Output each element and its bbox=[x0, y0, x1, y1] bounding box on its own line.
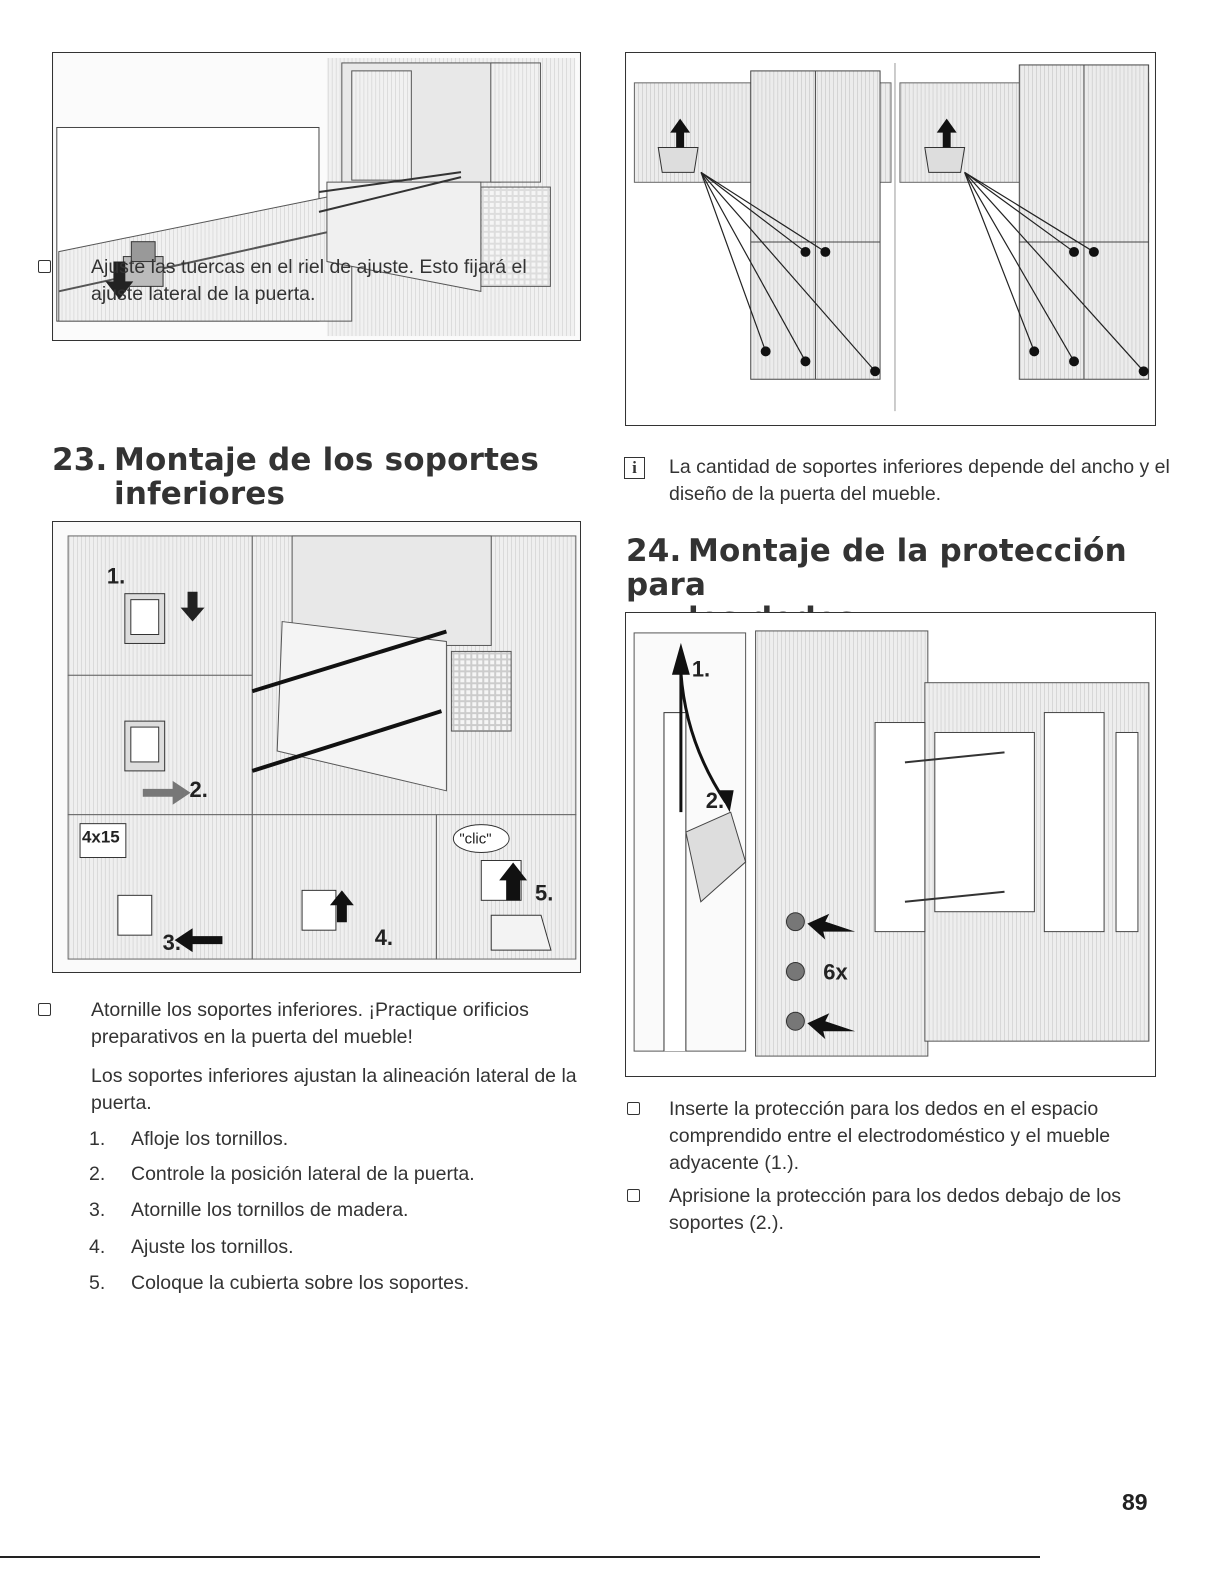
page-number: 89 bbox=[1122, 1489, 1148, 1515]
step-1-label: 1. bbox=[691, 656, 711, 682]
step-item: 1. Afloje los tornillos. bbox=[89, 1128, 289, 1150]
checkbox-icon bbox=[627, 1102, 640, 1115]
figure-bracket-placement bbox=[625, 52, 1156, 426]
bullet-insert-guard: Inserte la protección para los dedos en el espacio comprendido entre el electrodoméstico y el mueble adyacente (1.). bbox=[627, 1096, 1187, 1177]
count-label: 6x bbox=[823, 959, 848, 985]
bullet-clamp-guard: Aprisione la protección para los dedos debajo de los soportes (2.). bbox=[627, 1183, 1187, 1237]
step-2-label: 2. bbox=[705, 788, 725, 814]
checkbox-icon bbox=[627, 1189, 640, 1202]
screw-count-label: 4x15 bbox=[82, 827, 120, 847]
step-item: 5. Coloque la cubierta sobre los soportes. bbox=[89, 1272, 470, 1294]
step-item: 4. Ajuste los tornillos. bbox=[89, 1236, 294, 1258]
section-23-heading bbox=[52, 443, 592, 511]
paragraph-alignment: Los soportes inferiores ajustan la alineación lateral de la puerta. bbox=[91, 1065, 577, 1114]
section-title-line1: Montaje de la protección para bbox=[626, 533, 1127, 603]
step-1-label: 1. bbox=[106, 563, 126, 589]
step-2-label: 2. bbox=[189, 776, 208, 802]
info-note: i La cantidad de soportes inferiores depende del ancho y el diseño de la puerta del mueble. bbox=[624, 454, 1184, 508]
section-number: 23. bbox=[52, 442, 108, 478]
clic-label: "clic" bbox=[459, 830, 492, 848]
step-5-label: 5. bbox=[535, 880, 554, 906]
bottom-brackets-illustration bbox=[53, 522, 580, 972]
section-title-line2: inferiores bbox=[114, 476, 286, 512]
figure-bottom-brackets bbox=[52, 521, 581, 973]
finger-guard-illustration bbox=[626, 613, 1155, 1076]
info-icon: i bbox=[624, 457, 645, 479]
checkbox-icon bbox=[38, 260, 51, 273]
bracket-placement-illustration bbox=[626, 53, 1155, 425]
step-4-label: 4. bbox=[374, 925, 394, 951]
step-item: 3. Atornille los tornillos de madera. bbox=[89, 1199, 409, 1221]
footer-rule bbox=[0, 1556, 1040, 1558]
checkbox-icon bbox=[38, 1003, 51, 1016]
section-title-line1: Montaje de los soportes bbox=[114, 442, 539, 478]
bullet-screw-brackets: Atornille los soportes inferiores. ¡Practique orificios preparativos en la puerta del mueble! bbox=[38, 997, 578, 1051]
section-number: 24. bbox=[626, 533, 682, 569]
step-item: 2. Controle la posición lateral de la puerta. bbox=[89, 1163, 475, 1185]
step-3-label: 3. bbox=[162, 930, 181, 956]
bullet-adjust-nuts: Ajuste las tuercas en el riel de ajuste. Esto fijará el ajuste lateral de la puerta. bbox=[38, 254, 578, 308]
figure-finger-guard bbox=[625, 612, 1156, 1077]
